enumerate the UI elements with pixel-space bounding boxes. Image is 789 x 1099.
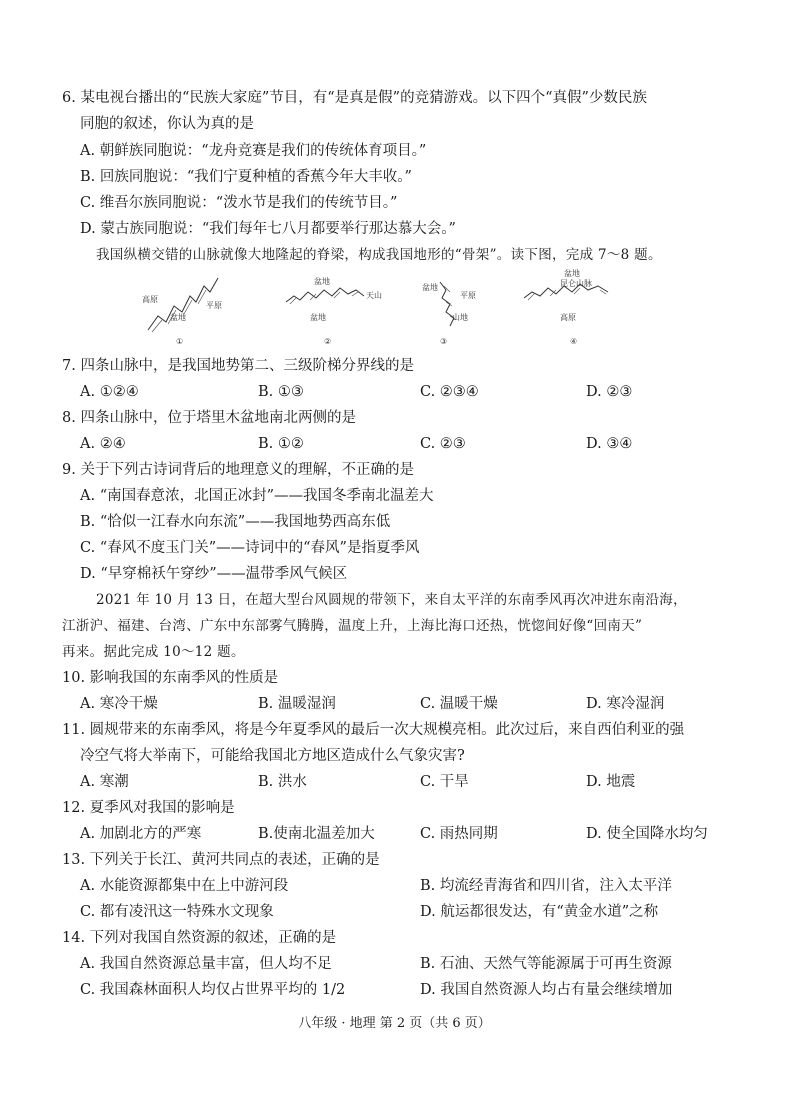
q13-option-d: D. 航运都很发达，有“黄金水道”之称 bbox=[420, 904, 659, 920]
intro-10-12-line2: 江浙沪、福建、台湾、广东中东部雾气腾腾，温度上升，上海比海口还热，恍惚间好像“回南天” bbox=[62, 618, 643, 634]
q14-option-b: B. 石油、天然气等能源属于可再生资源 bbox=[420, 956, 672, 972]
q8-option-c: C. ②③ bbox=[420, 436, 466, 452]
mountain-hatch bbox=[528, 288, 606, 300]
q11-option-c: C. 干旱 bbox=[420, 774, 469, 790]
q6-stem-line1: 6. 某电视台播出的“民族大家庭”节目，有“是真是假”的竞猜游戏。以下四个“真假”少数民族 bbox=[62, 90, 647, 106]
q8-option-b: B. ①② bbox=[258, 436, 304, 452]
map-4-drawing bbox=[520, 266, 620, 344]
page-footer: 八年级 · 地理 第 2 页（共 6 页） bbox=[298, 1016, 491, 1031]
q10-option-b: B. 温暖湿润 bbox=[258, 696, 336, 712]
q13-stem: 13. 下列关于长江、黄河共同点的表述，正确的是 bbox=[62, 852, 380, 868]
q13-option-c: C. 都有凌汛这一特殊水文现象 bbox=[80, 904, 274, 920]
map-1 bbox=[140, 272, 230, 348]
q6-stem-line2: 同胞的叙述，你认为真的是 bbox=[80, 116, 254, 132]
map-1-number: ① bbox=[176, 337, 184, 346]
map-4 bbox=[520, 266, 620, 348]
map-4-label-1: 盆地 bbox=[564, 269, 580, 278]
q13-option-a: A. 水能资源都集中在上中游河段 bbox=[80, 878, 289, 894]
q10-option-d: D. 寒冷湿润 bbox=[586, 696, 665, 712]
q7-option-a: A. ①②④ bbox=[80, 384, 139, 400]
map-3 bbox=[420, 272, 490, 348]
map-1-label-2: 盆地 bbox=[170, 313, 186, 322]
q10-option-a: A. 寒冷干燥 bbox=[80, 696, 158, 712]
q6-option-c: C. 维吾尔族同胞说：“泼水节是我们的传统节目。” bbox=[80, 195, 398, 211]
map-1-drawing bbox=[140, 272, 230, 344]
q12-option-d: D. 使全国降水均匀 bbox=[586, 826, 708, 842]
map-2-number: ② bbox=[324, 337, 332, 346]
map-3-label-2: 平原 bbox=[460, 291, 476, 300]
q14-stem: 14. 下列对我国自然资源的叙述，正确的是 bbox=[62, 930, 337, 946]
map-2 bbox=[280, 272, 390, 348]
q8-option-d: D. ③④ bbox=[586, 436, 633, 452]
q12-stem: 12. 夏季风对我国的影响是 bbox=[62, 800, 235, 816]
q11-stem-line2: 冷空气将大举南下，可能给我国北方地区造成什么气象灾害? bbox=[80, 748, 465, 764]
q14-option-a: A. 我国自然资源总量丰富，但人均不足 bbox=[80, 956, 332, 972]
map-2-drawing bbox=[280, 272, 390, 344]
map-2-label-3: 盆地 bbox=[310, 313, 326, 322]
map-3-label-3: 山地 bbox=[452, 313, 468, 322]
q14-option-c: C. 我国森林面积人均仅占世界平均的 1/2 bbox=[80, 982, 346, 998]
intro-10-12-line1: 2021 年 10 月 13 日，在超大型台风圆规的带领下，来自太平洋的东南季风再次冲进东南沿海， bbox=[96, 592, 687, 608]
q8-stem: 8. 四条山脉中，位于塔里木盆地南北两侧的是 bbox=[62, 410, 356, 426]
q10-stem: 10. 影响我国的东南季风的性质是 bbox=[62, 670, 279, 686]
q6-option-d: D. 蒙古族同胞说：“我们每年七八月都要举行那达慕大会。” bbox=[80, 221, 456, 237]
q6-option-a: A. 朝鲜族同胞说：“龙舟竞赛是我们的传统体育项目。” bbox=[80, 143, 427, 159]
q7-option-c: C. ②③④ bbox=[420, 384, 479, 400]
q7-option-b: B. ①③ bbox=[258, 384, 304, 400]
map-1-label-3: 平原 bbox=[206, 301, 222, 310]
intro-7-8: 我国纵横交错的山脉就像大地隆起的脊梁，构成我国地形的“骨架”。读下图，完成 7～8 题。 bbox=[96, 247, 662, 263]
q9-stem: 9. 关于下列古诗词背后的地理意义的理解，不正确的是 bbox=[62, 462, 414, 478]
q9-option-d: D. “早穿棉袄午穿纱”——温带季风气候区 bbox=[80, 566, 348, 582]
q11-option-d: D. 地震 bbox=[586, 774, 636, 790]
intro-10-12-line3: 再来。据此完成 10～12 题。 bbox=[62, 644, 245, 660]
mountain-range-line bbox=[286, 288, 364, 302]
q11-option-b: B. 洪水 bbox=[258, 774, 307, 790]
q7-option-d: D. ②③ bbox=[586, 384, 633, 400]
map-1-label-1: 高原 bbox=[142, 295, 158, 304]
map-2-label-1: 盆地 bbox=[314, 277, 330, 286]
q7-stem: 7. 四条山脉中，是我国地势第二、三级阶梯分界线的是 bbox=[62, 358, 414, 374]
map-4-number: ④ bbox=[570, 337, 578, 346]
map-3-number: ③ bbox=[440, 337, 448, 346]
q9-option-b: B. “恰似一江春水向东流”——我国地势西高东低 bbox=[80, 514, 391, 530]
map-3-label-1: 盆地 bbox=[422, 283, 438, 292]
map-3-drawing bbox=[420, 272, 490, 344]
map-2-label-2: 天山 bbox=[366, 291, 382, 300]
map-4-label-2: 昆仑山脉 bbox=[560, 279, 592, 288]
q12-option-a: A. 加剧北方的严寒 bbox=[80, 826, 202, 842]
q6-option-b: B. 回族同胞说：“我们宁夏种植的香蕉今年大丰收。” bbox=[80, 169, 412, 185]
map-4-label-3: 高原 bbox=[560, 313, 576, 322]
q8-option-a: A. ②④ bbox=[80, 436, 126, 452]
q12-option-c: C. 雨热同期 bbox=[420, 826, 498, 842]
q9-option-a: A. “南国春意浓，北国正冰封”——我国冬季南北温差大 bbox=[80, 488, 434, 504]
mountain-hatch bbox=[152, 290, 206, 332]
q11-option-a: A. 寒潮 bbox=[80, 774, 129, 790]
q13-option-b: B. 均流经青海省和四川省，注入太平洋 bbox=[420, 878, 672, 894]
q11-stem-line1: 11. 圆规带来的东南季风，将是今年夏季风的最后一次大规模亮相。此次过后，来自西伯利亚的强 bbox=[62, 722, 685, 738]
q9-option-c: C. “春风不度玉门关”——诗词中的“春风”是指夏季风 bbox=[80, 540, 420, 556]
q10-option-c: C. 温暖干燥 bbox=[420, 696, 498, 712]
q12-option-b: B.使南北温差加大 bbox=[258, 826, 375, 842]
q14-option-d: D. 我国自然资源人均占有量会继续增加 bbox=[420, 982, 673, 998]
